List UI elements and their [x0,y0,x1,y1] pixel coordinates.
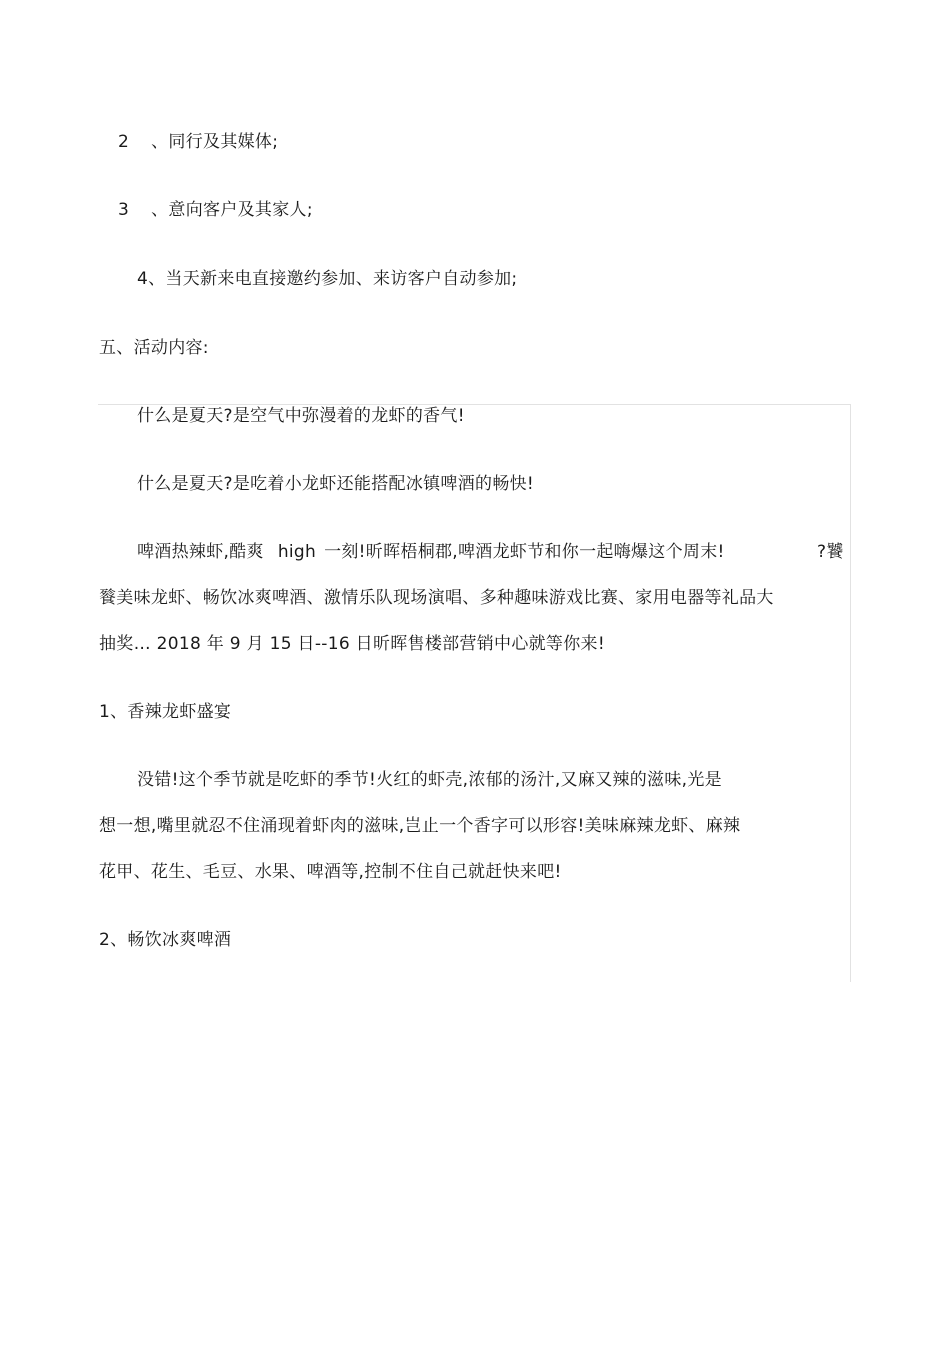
intro-paragraph-2: 什么是夏天?是吃着小龙虾还能搭配冰镇啤酒的畅快! [137,474,535,494]
section-heading: 五、活动内容: [99,338,209,358]
promo-text-b: high [277,542,317,562]
promo-line-2: 餮美味龙虾、畅饮冰爽啤酒、激情乐队现场演唱、多种趣味游戏比赛、家用电器等礼品大 [99,588,774,608]
item-number: 3 [118,200,130,220]
promo-line-1 [137,541,725,563]
item-number: 2 [118,132,130,152]
subsection-1-title: 1、香辣龙虾盛宴 [99,702,232,722]
item-text: 、意向客户及其家人; [151,200,313,220]
subsection-1-line-2: 想一想,嘴里就忍不住涌现着虾肉的滋味,岂止一个香字可以形容!美味麻辣龙虾、麻辣 [99,816,741,836]
item-text: 、同行及其媒体; [151,132,279,152]
subsection-2-title: 2、畅饮冰爽啤酒 [99,930,232,950]
promo-text-c: 一刻!昕晖梧桐郡,啤酒龙虾节和你一起嗨爆这个周末! [324,542,725,562]
audience-item-3 [118,199,313,221]
subsection-1-line-1: 没错!这个季节就是吃虾的季节!火红的虾壳,浓郁的汤汁,又麻又辣的滋味,光是 [137,770,722,790]
subsection-1-line-3: 花甲、花生、毛豆、水果、啤酒等,控制不住自己就赶快来吧! [99,862,562,882]
promo-line-3: 抽奖… 2018 年 9 月 15 日--16 日昕晖售楼部营销中心就等你来! [99,634,605,654]
audience-item-4: 4、当天新来电直接邀约参加、来访客户自动参加; [137,269,518,289]
promo-text-d: ?饕 [817,542,844,562]
promo-text-a: 啤酒热辣虾,酷爽 [137,542,264,562]
audience-item-2 [118,131,278,153]
intro-paragraph-1: 什么是夏天?是空气中弥漫着的龙虾的香气! [137,406,465,426]
